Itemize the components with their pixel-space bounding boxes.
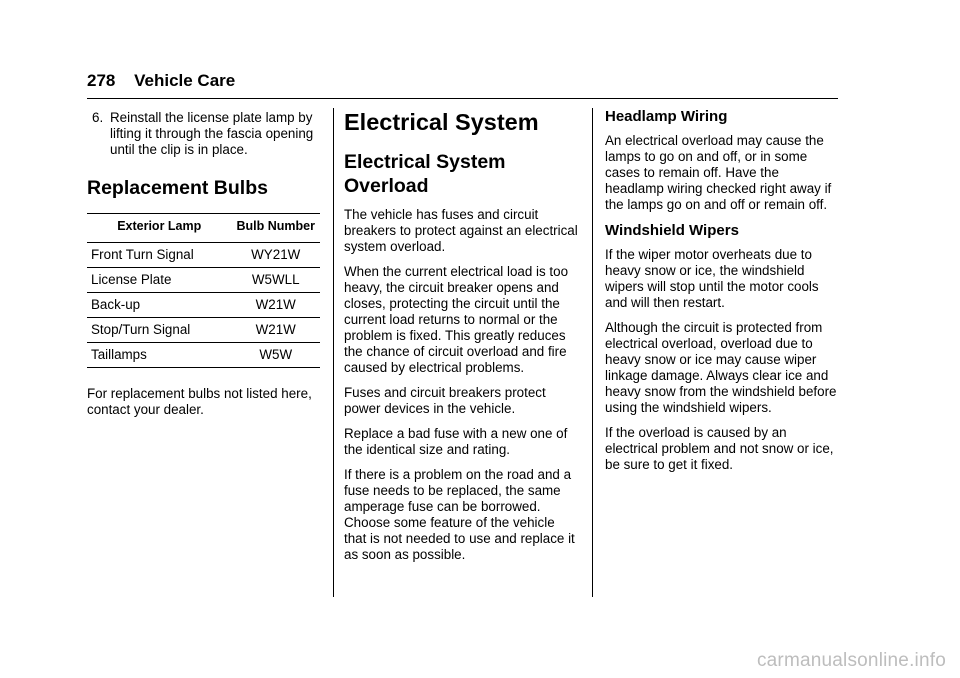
column-header-bulb-number: Bulb Number: [231, 214, 320, 243]
exterior-lamp-cell: Front Turn Signal: [87, 243, 231, 268]
column-divider: [333, 108, 334, 597]
exterior-lamp-cell: Taillamps: [87, 343, 231, 368]
step-number: 6.: [92, 110, 104, 125]
watermark: carmanualsonline.info: [756, 650, 946, 671]
overload-heading: Electrical System Overload: [344, 151, 506, 197]
header-rule: [87, 98, 838, 99]
body-paragraph: An electrical overload may cause the lamps to go on and off, or in some cases to remain off. Have the headlamp wiring checked right away if the lamps go on and off or remain off.: [605, 133, 832, 212]
column-header-exterior-lamp: Exterior Lamp: [87, 214, 231, 243]
step-text: Reinstall the license plate lamp by lifting it through the fascia opening until the clip is in place.: [110, 110, 314, 157]
body-paragraph: Replace a bad fuse with a new one of the identical size and rating.: [344, 426, 568, 457]
table-row: [87, 243, 320, 268]
chapter-title: Electrical System: [344, 109, 539, 135]
exterior-lamp-cell: License Plate: [87, 268, 231, 293]
windshield-wipers-heading: Windshield Wipers: [605, 222, 739, 239]
body-paragraph: Although the circuit is protected from electrical overload, overload due to heavy snow or ice may cause wiper linkage damage. Always clear ice and heavy snow from the windshield before using the windshield wipers.: [605, 320, 837, 415]
replacement-bulbs-table: [87, 213, 320, 368]
headlamp-wiring-heading: Headlamp Wiring: [605, 108, 728, 125]
section-title: Vehicle Care: [134, 71, 236, 90]
page-number: 278: [87, 71, 116, 90]
table-row: [87, 318, 320, 343]
instruction-step: [87, 110, 320, 158]
exterior-lamp-cell: Back-up: [87, 293, 231, 318]
body-paragraph: Fuses and circuit breakers protect power devices in the vehicle.: [344, 385, 546, 416]
table-row: [87, 268, 320, 293]
body-paragraph: If the overload is caused by an electrical problem and not snow or ice, be sure to get it fixed.: [605, 425, 834, 472]
column-2: [344, 108, 580, 572]
body-paragraph: If the wiper motor overheats due to heavy snow or ice, the windshield wipers will stop until the motor cools and will then restart.: [605, 247, 819, 310]
replacement-bulbs-heading: Replacement Bulbs: [87, 177, 268, 199]
bulb-number-cell: W21W: [231, 318, 320, 343]
bulb-number-cell: W5W: [231, 343, 320, 368]
table-header-row: [87, 214, 320, 243]
bulb-number-cell: WY21W: [231, 243, 320, 268]
table-row: [87, 343, 320, 368]
body-paragraph: When the current electrical load is too heavy, the circuit breaker opens and closes, protecting the circuit until the current load returns to normal or the problem is fixed. This greatly reduces the chance of circuit overload and fire caused by electrical problems.: [344, 264, 569, 375]
column-3: [605, 108, 841, 482]
page-header: [87, 71, 235, 91]
column-1: [87, 108, 320, 427]
body-paragraph: If there is a problem on the road and a fuse needs to be replaced, the same amperage fuse can be borrowed. Choose some feature of the vehicle that is not needed to use and replace it as soon as possible.: [344, 467, 575, 562]
body-paragraph: The vehicle has fuses and circuit breakers to protect against an electrical system overload.: [344, 207, 578, 254]
exterior-lamp-cell: Stop/Turn Signal: [87, 318, 231, 343]
bulb-number-cell: W21W: [231, 293, 320, 318]
column-divider: [592, 108, 593, 597]
replacement-bulbs-note: For replacement bulbs not listed here, contact your dealer.: [87, 386, 312, 417]
bulb-number-cell: W5WLL: [231, 268, 320, 293]
table-row: [87, 293, 320, 318]
